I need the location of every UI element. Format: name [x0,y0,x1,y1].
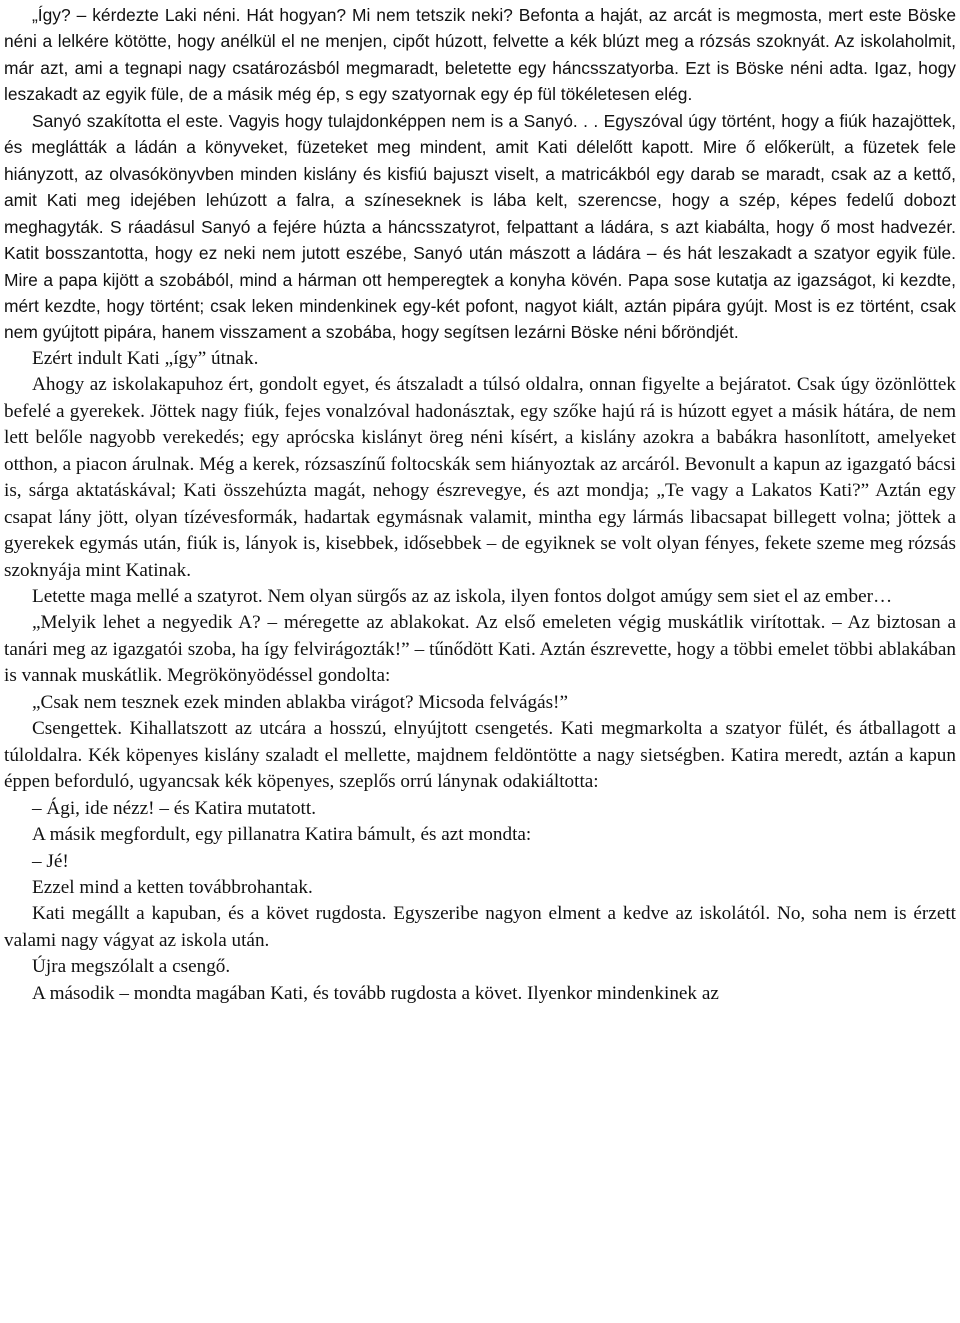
paragraph: A második – mondta magában Kati, és tovább rugdosta a követ. Ilyenkor mindenkinek az [32,982,719,1004]
paragraph: Ezzel mind a ketten továbbrohantak. [32,876,313,898]
paragraph: „Így? – kérdezte Laki néni. Hát hogyan? Mi nem tetszik neki? Befonta a haját, az arcát is megmosta, mert este Böske néni a lelkére kötötte, hogy anélkül el ne menjen, cipőt húzott, felvette a kék blúzt meg a rózsás szoknyát. Az iskolaholmit, már azt, ami a tegnapi nagy csatározásból megmaradt, beletette egy háncsszatyorba. Ezt is Böske néni adta. Igaz, hogy leszakadt az egyik füle, de a másik még ép, s egy szatyornak egy ép fül tökéletesen elég. [4,5,956,105]
paragraph: „Melyik lehet a negyedik A? – méregette az ablakokat. Az első emeleten végig muskátlik virítottak. – Az biztosan a tanári meg az igazgatói szoba, ha így felvirágozták!” – tűnődött Kati. Aztán észrevette, hogy a többi emelet többi ablakában is vannak muskátlik. Megrökönyödéssel gondolta: [4,612,956,687]
paragraph: Letette maga mellé a szatyrot. Nem olyan sürgős az az iskola, ilyen fontos dolgot amúgy sem siet el az ember… [32,585,893,607]
paragraph: A másik megfordult, egy pillanatra Katira bámult, és azt mondta: [32,824,532,846]
paragraph: Sanyó szakította el este. Vagyis hogy tulajdonképpen nem is a Sanyó. . . Egyszóval úgy történt, hogy a fiúk hazajöttek, és meglátták a ládán a könyveket, füzeteket meg mindent, amit Kati délelőtt kapott. Mire ő előkerült, a füzetek fele hiányzott, az olvasókönyvben minden kislány és kisfiú bajuszt viselt, a matricákból egy darab se maradt, csak az a kettő, amit Kati meg idejében lehúzott a falra, a színeseknek is lába kelt, szerencse, hogy a szép, képes fedelű dobozt meghagyták. S ráadásul Sanyó a fejére húzta a háncsszatyrot, felpattant a ládára, s azt kiabálta, hogy ő most hadvezér. Katit bosszantotta, hogy ez neki nem jutott eszébe, Sanyó után mászott a ládára – és hát leszakadt a szatyor egyik füle. Mire a papa kijött a szobából, mind a hárman ott hemperegtek a konyha kövén. Papa sose kutatja az igazságot, ki kezdte, mért kezdte, hogy történt; csak leken mindenkinek egy-két pofont, nagyot kiált, aztán pipára gyújt. Most is ez történt, csak nem gyújtott pipára, hanem visszament a szobába, hogy segítsen lezárni Böske néni bőröndjét. [4,110,956,343]
paragraph: Csengettek. Kihallatszott az utcára a hosszú, elnyújtott csengetés. Kati megmarkolta a szatyor fülét, és átballagott a túloldalra. Kék köpenyes kislány szaladt el mellette, majdnem feldöntötte a nagy sietségben. Katira meredt, aztán a kapun éppen beforduló, ugyancsak kék köpenyes, szeplős orrú lánynak odakiáltotta: [4,718,956,793]
paragraph: Ezért indult Kati „így” útnak. [32,347,259,369]
paragraph: Újra megszólalt a csengő. [32,956,231,978]
paragraph: – Ági, ide nézz! – és Katira mutatott. [32,797,316,819]
paragraph: – Jé! [32,850,69,872]
paragraph: Ahogy az iskolakapuhoz ért, gondolt egyet, és átszaladt a túlsó oldalra, onnan figyelte a bejáratot. Csak úgy özönlöttek befelé a gyerekek. Jöttek nagy fiúk, fejes vonalzóval hadonásztak, egy szőke hajú rá is húzott egyet a másik hátára, de nem lett belőle nagyobb verekedés; egy aprócska kislányt öreg néni kísért, a kislány azokra a babákra hasonlított, amelyeket otthon, a piacon árulnak. Még a kerek, rózsaszínű foltocskák sem hiányoztak az arcáról. Bevonult a kapun az igazgató bácsi is, sárga aktatáskával; Kati összehúzta magát, nehogy észrevegye, és azt mondja; „Te vagy a Lakatos Kati?” Aztán egy csapat lány jött, olyan tízévesformák, hadartak egymásnak valamit, mintha egy lármás libacsapat billegett volna; jöttek a gyerekek egymás után, fiúk is, lányok is, kisebbek, idősebbek – de egyiknek se volt olyan fényes, fekete szeme meg rózsás szoknyája mint Katinak. [4,374,956,581]
paragraph: „Csak nem tesznek ezek minden ablakba virágot? Micsoda felvágás!” [32,691,568,713]
paragraph: Kati megállt a kapuban, és a követ rugdosta. Egyszeribe nagyon elment a kedve az iskolától. No, soha nem is érzett valami nagy vágyat az iskola után. [4,903,956,951]
